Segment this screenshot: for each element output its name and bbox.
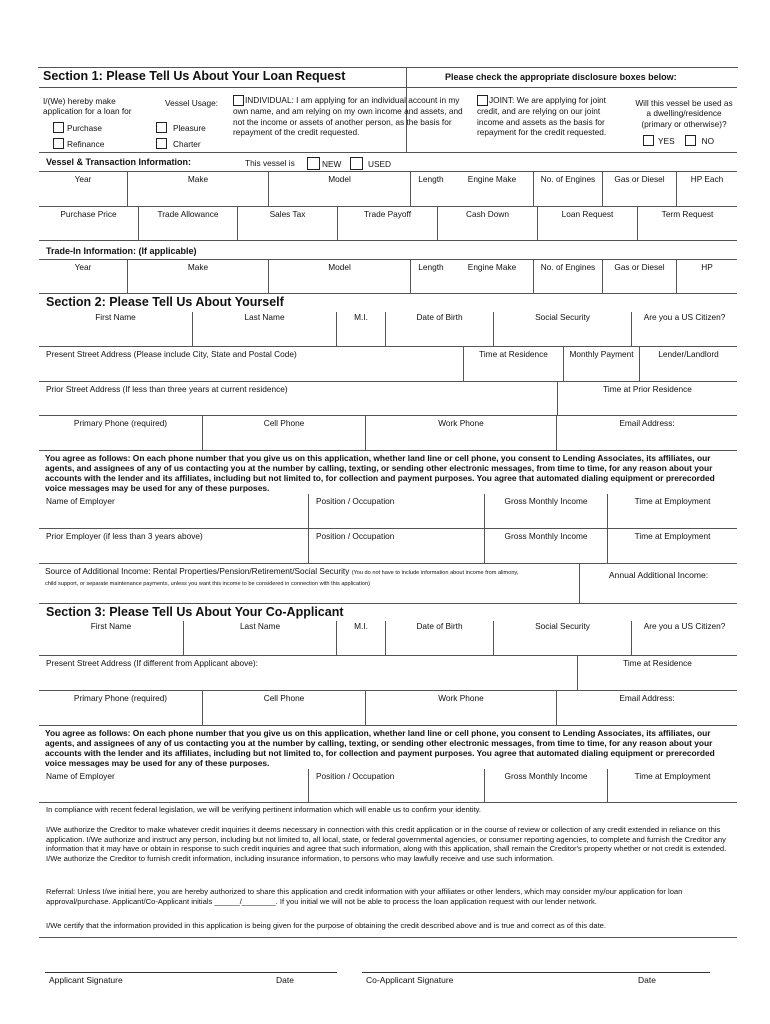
s2-lender-landlord[interactable]: Lender/Landlord xyxy=(640,347,737,382)
source-income-note: (You do not have to include information about income from alimony, xyxy=(351,570,519,576)
coapplicant-date-label: Date xyxy=(638,975,656,985)
s2-prior-time-employment[interactable]: Time at Employment xyxy=(608,529,737,564)
s3-employer[interactable]: Name of Employer xyxy=(39,769,309,803)
s2-time-residence[interactable]: Time at Residence xyxy=(464,347,564,382)
yes-label: YES xyxy=(658,135,675,146)
applicant-signature-line[interactable] xyxy=(45,972,337,973)
used-checkbox[interactable] xyxy=(350,157,363,170)
disclosure-header: Please check the appropriate disclosure boxes below: xyxy=(407,68,737,88)
s3-dob[interactable]: Date of Birth xyxy=(386,621,494,656)
s2-gross-income[interactable]: Gross Monthly Income xyxy=(485,494,608,529)
vessel-hp-each[interactable]: HP Each xyxy=(677,172,737,207)
s3-phone-consent: You agree as follows: On each phone number that you give us on this application, whether land line or cell phone, you consent to Lending Associates, its affiliates, our agents, and assignees of any of us contacting you at the number by calling, texting, or sending other electronic messages, from time to time, for any reason about your accounts with the lender and its affiliates, including but not limited to, for collection and payment purposes. You agree that automated dialing equipment or prerecorded voice messages may be used for any of these purposes. xyxy=(45,728,715,768)
referral-text: Referral: Unless I/we initial here, you are hereby authorized to share this application and credit information with your affiliates or other lenders, which may consider my/our application for loan approval/purchase. Applicant/Co-Applicant initials ______/________. If you initial we will not be able to process the loan application request with our lender network. xyxy=(46,887,683,906)
s2-email[interactable]: Email Address: xyxy=(557,416,737,451)
vessel-no-engines[interactable]: No. of Engines xyxy=(534,172,603,207)
s2-cell-phone[interactable]: Cell Phone xyxy=(203,416,366,451)
s2-first-name[interactable]: First Name xyxy=(39,312,193,347)
s3-gross-income[interactable]: Gross Monthly Income xyxy=(485,769,608,803)
s2-present-address[interactable]: Present Street Address (Please include City, State and Postal Code) xyxy=(39,347,464,382)
s2-prior-gross-income[interactable]: Gross Monthly Income xyxy=(485,529,608,564)
loan-request[interactable]: Loan Request xyxy=(538,207,638,241)
used-option[interactable] xyxy=(350,157,391,170)
refinance-checkbox[interactable] xyxy=(53,138,64,149)
s2-monthly-payment[interactable]: Monthly Payment xyxy=(564,347,640,382)
refinance-label: Refinance xyxy=(67,138,105,149)
pleasure-option[interactable] xyxy=(156,122,206,133)
purchase-option[interactable] xyxy=(53,122,102,133)
tradein-header: Trade-In Information: (If applicable) xyxy=(39,241,737,260)
this-vessel-label: This vessel is xyxy=(245,158,295,168)
applicant-date-label: Date xyxy=(276,975,294,985)
charter-checkbox[interactable] xyxy=(156,138,167,149)
s2-mi[interactable]: M.I. xyxy=(337,312,386,347)
new-label: NEW xyxy=(322,158,342,169)
joint-text: JOINT: We are applying for joint credit, and are relying on our joint income and assets as the basis for repayment for the credit requested. xyxy=(477,95,607,138)
vessel-model[interactable]: Model xyxy=(269,172,411,207)
coapplicant-signature-line[interactable] xyxy=(362,972,710,973)
new-option[interactable] xyxy=(307,157,341,170)
s3-cell-phone[interactable]: Cell Phone xyxy=(203,691,366,726)
trade-gas-diesel[interactable]: Gas or Diesel xyxy=(603,260,677,294)
s3-last-name[interactable]: Last Name xyxy=(184,621,337,656)
s2-employer[interactable]: Name of Employer xyxy=(39,494,309,529)
pleasure-checkbox[interactable] xyxy=(156,122,167,133)
authorize-text: I/We authorize the Creditor to make whatever credit inquiries it deems necessary in connection with this credit application or in the course of review or collection of any credit extended in reliance on this application. I/We authorize and instruct any person, including but not limited to, all local, state, or federal governmental agencies, or consumer reporting agencies, to complete and furnish the Creditor any information that it may have or obtain in response to such credit inquiries and agree that such information, along with this application, shall remain the Creditor's property whether or not credit is extended. I/We authorize the Creditor to furnish credit information, including insurance information, to persons who may lawfully receive and use such information. xyxy=(46,825,727,863)
compliance-text: In compliance with recent federal legislation, we will be verifying pertinent information which will enable us to confirm your identity. xyxy=(46,805,482,814)
source-income-note-2: child support, or separate maintenance payments, unless you want this income to be considered in connection with this application) xyxy=(45,581,370,587)
s2-ssn[interactable]: Social Security xyxy=(494,312,632,347)
certify-text: I/We certify that the information provided in this application is being given for the purpose of obtaining the credit described above and is true and correct as of this date. xyxy=(46,921,607,930)
s3-present-address[interactable]: Present Street Address (If different from Applicant above): xyxy=(39,656,578,691)
s2-time-employment[interactable]: Time at Employment xyxy=(608,494,737,529)
trade-allowance[interactable]: Trade Allowance xyxy=(139,207,238,241)
loan-request-area xyxy=(39,88,733,153)
individual-text: INDIVIDUAL: I am applying for an individual account in my own name, and am relying on my own income and assets, and not the income or assets of another person, as the basis for repayment of the credit requested. xyxy=(233,95,463,138)
loan-application-form xyxy=(38,67,738,930)
s2-work-phone[interactable]: Work Phone xyxy=(366,416,557,451)
source-income-label: Source of Additional Income: Rental Properties/Pension/Retirement/Social Security xyxy=(45,566,350,576)
coapplicant-signature-label: Co-Applicant Signature xyxy=(366,975,454,985)
s3-time-employment[interactable]: Time at Employment xyxy=(608,769,737,803)
s3-mi[interactable]: M.I. xyxy=(337,621,386,656)
s2-phone-consent: You agree as follows: On each phone number that you give us on this application, whether land line or cell phone, you consent to Lending Associates, its affiliates, our agents, and assignees of any of us contacting you at the number by calling, texting, or sending other electronic messages, from time to time, for any reason about your accounts with the lender and its affiliates, including but not limited to, for collection and payment purposes. You agree that automated dialing equipment or prerecorded voice messages may be used for any of these purposes. xyxy=(45,453,715,493)
s2-us-citizen[interactable]: Are you a US Citizen? xyxy=(632,312,737,347)
s2-annual-income[interactable]: Annual Additional Income: xyxy=(580,564,737,604)
term-request[interactable]: Term Request xyxy=(638,207,737,241)
charter-option[interactable] xyxy=(156,138,201,149)
s2-primary-phone[interactable]: Primary Phone (required) xyxy=(39,416,203,451)
purchase-price[interactable]: Purchase Price xyxy=(39,207,139,241)
new-checkbox[interactable] xyxy=(307,157,320,170)
trade-engine-make[interactable]: Engine Make xyxy=(451,260,534,294)
section-3-title: Section 3: Please Tell Us About Your Co-Applicant xyxy=(46,605,344,619)
sales-tax[interactable]: Sales Tax xyxy=(238,207,338,241)
used-label: USED xyxy=(368,158,392,169)
vessel-make[interactable]: Make xyxy=(128,172,269,207)
section-2-title: Section 2: Please Tell Us About Yourself xyxy=(46,295,284,309)
s3-us-citizen[interactable]: Are you a US Citizen? xyxy=(632,621,737,656)
vessel-transaction-header xyxy=(39,153,737,172)
s2-dob[interactable]: Date of Birth xyxy=(386,312,494,347)
trade-hp[interactable]: HP xyxy=(677,260,737,294)
section-1-title: Section 1: Please Tell Us About Your Loan Request xyxy=(39,68,407,88)
s2-position[interactable]: Position / Occupation xyxy=(309,494,485,529)
individual-checkbox[interactable] xyxy=(233,95,244,106)
cash-down[interactable]: Cash Down xyxy=(438,207,538,241)
s3-first-name[interactable]: First Name xyxy=(39,621,184,656)
s3-ssn[interactable]: Social Security xyxy=(494,621,632,656)
charter-label: Charter xyxy=(173,138,201,149)
s2-prior-address[interactable]: Prior Street Address (If less than three years at current residence) xyxy=(39,382,558,416)
trade-length[interactable]: Length xyxy=(411,260,451,294)
pleasure-label: Pleasure xyxy=(173,122,206,133)
trade-no-engines[interactable]: No. of Engines xyxy=(534,260,603,294)
vessel-year[interactable]: Year xyxy=(39,172,128,207)
s3-email[interactable]: Email Address: xyxy=(557,691,737,726)
vessel-engine-make[interactable]: Engine Make xyxy=(451,172,534,207)
purchase-label: Purchase xyxy=(67,122,103,133)
s2-time-prior[interactable]: Time at Prior Residence xyxy=(558,382,737,416)
vti-label: Vessel & Transaction Information: xyxy=(46,157,192,167)
s3-primary-phone[interactable]: Primary Phone (required) xyxy=(39,691,203,726)
disclosure-area xyxy=(407,88,737,153)
vessel-length[interactable]: Length xyxy=(411,172,451,207)
vessel-gas-diesel[interactable]: Gas or Diesel xyxy=(603,172,677,207)
purchase-checkbox[interactable] xyxy=(53,122,64,133)
trade-payoff[interactable]: Trade Payoff xyxy=(338,207,438,241)
s3-time-residence[interactable]: Time at Residence xyxy=(578,656,737,691)
no-label: NO xyxy=(701,135,715,146)
trade-year[interactable]: Year xyxy=(39,260,128,294)
applicant-signature-label: Applicant Signature xyxy=(49,975,123,985)
s2-prior-position[interactable]: Position / Occupation xyxy=(309,529,485,564)
trade-make[interactable]: Make xyxy=(128,260,269,294)
s3-position[interactable]: Position / Occupation xyxy=(309,769,485,803)
vessel-usage-label: Vessel Usage: xyxy=(165,98,219,108)
s2-prior-employer[interactable]: Prior Employer (if less than 3 years above) xyxy=(39,529,309,564)
dwelling-question: Will this vessel be used as a dwelling/residence (primary or otherwise)? xyxy=(635,98,733,129)
legal-block xyxy=(39,803,737,938)
trade-model[interactable]: Model xyxy=(269,260,411,294)
s2-last-name[interactable]: Last Name xyxy=(193,312,337,347)
s2-source-income[interactable] xyxy=(39,564,580,604)
s3-work-phone[interactable]: Work Phone xyxy=(366,691,557,726)
refinance-option[interactable] xyxy=(53,138,104,149)
hereby-text: I/(We) hereby make application for a loan for xyxy=(43,96,132,116)
